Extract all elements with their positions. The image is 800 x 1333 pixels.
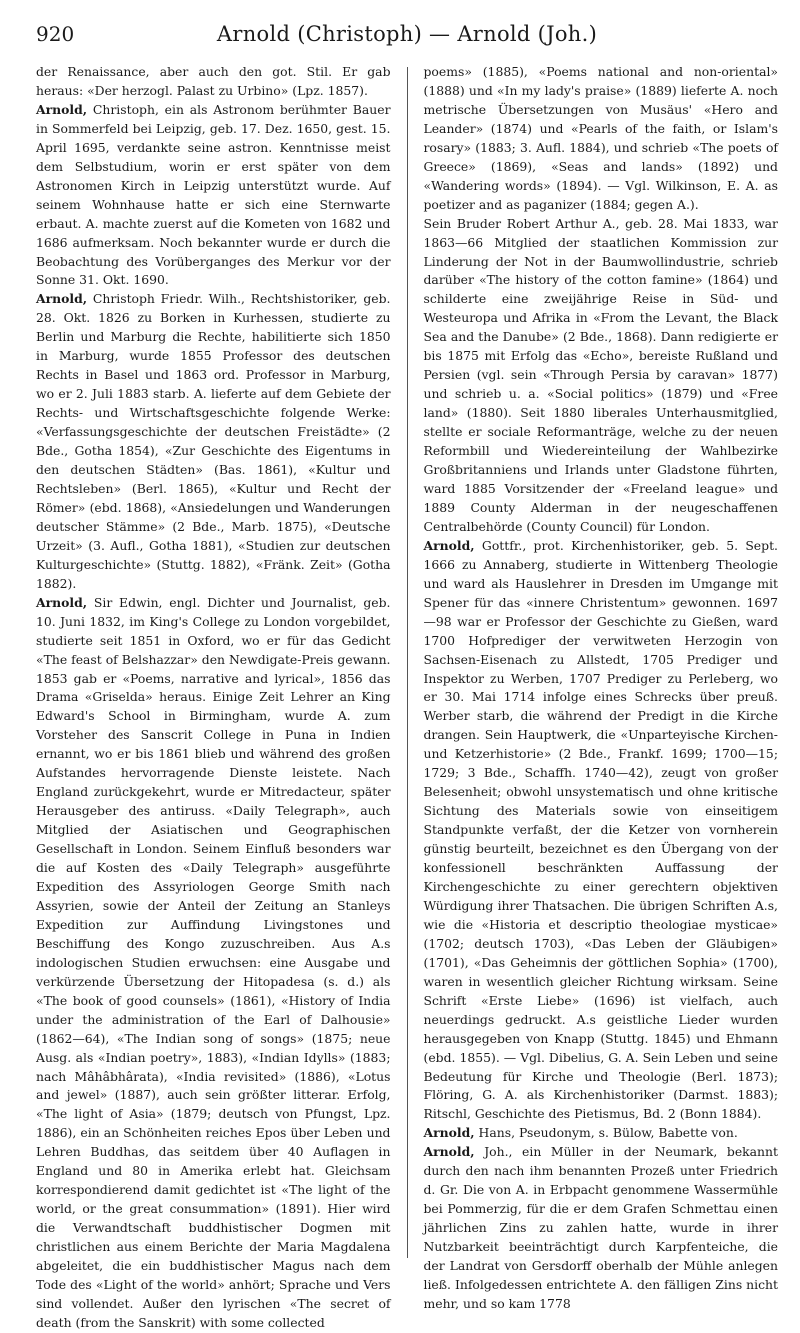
- entry-paragraph: [424, 1143, 779, 1314]
- entry-paragraph: [36, 63, 391, 101]
- text-columns: [36, 63, 778, 1330]
- entry-paragraph: [424, 1124, 779, 1143]
- right-column: [423, 63, 779, 1311]
- entry-text: Hans, Pseudonym, s. Bülow, Babette von.: [474, 1125, 738, 1141]
- entry-text: der Renaissance, aber auch den got. Stil. Er gab heraus: «Der herzogl. Palast zu Urbino» (Lpz. 1857).: [36, 64, 391, 98]
- entry-paragraph: [36, 290, 391, 593]
- entry-headword: Arnold,: [36, 101, 88, 117]
- entry-headword: Arnold,: [423, 1144, 475, 1160]
- entry-paragraph: [36, 594, 391, 1333]
- entry-text: Sir Edwin, engl. Dichter und Journalist, geb. 10. Juni 1832, im King's College zu London vorgebildet, studierte seit 1851 in Oxford, wo er für das Gedicht «The feast of Belshazzar» den Newdigate-Preis gewann. 1853 gab er «Poems, narrative and lyrical», 1856 das Drama «Griselda» heraus. Einige Zeit Lehrer an King Edward's School in Birmingham, wurde A. zum Vorsteher des Sanscrit College in Puna in Indien ernannt, wo er bis 1861 blieb und während des großen Aufstandes hervorragende Dienste leistete. Nach England zurückgekehrt, wurde er Mitredacteur, später Herausgeber des antiruss. «Daily Telegraph», auch Mitglied der Asiatischen und Geographischen Gesellschaft in London. Seinem Einfluß besonders war die auf Kosten des «Daily Telegraph» ausgeführte Expedition des Assyriologen George Smith nach Assyrien, sowie der Anteil der Zeitung an Stanleys Expedition zur Auffindung Livingstones und Beschiffung des Kongo zuzuschreiben. Aus A.s indologischen Studien erwuchsen: eine Ausgabe und verkürzende Übersetzung der Hitopadesa (s. d.) als «The book of good counsels» (1861), «History of India under the administration of the Earl of Dalhousie» (1862—64), «The Indian song of songs» (1875; neue Ausg. als «Indian poetry», 1883), «Indian Idylls» (1883; nach Mâhâbhârata), «India revisited» (1886), «Lotus and jewel» (1887), auch sein größter litterar. Erfolg, «The light of Asia» (1879; deutsch von Pfungst, Lpz. 1886), ein an Schönheiten reiches Epos über Leben und Lehren Buddhas, das seitdem über 40 Auflagen in England und 80 in Amerika erlebt hat. Gleichsam korrespondierend damit gedichtet ist «The light of the world, or the great consummation» (1891). Hier wird die Verwandtschaft buddhistischer Dogmen mit christlichen aus einem Berichte der Maria Magdalena abgeleitet, die ein buddhistischer Magus nach dem Tode des «Light of the world» anhört; Sprache und Vers sind vollendet. Außer den lyrischen «The secret of death (from the Sanskrit) with some collected: [36, 594, 391, 1330]
- entry-text: Sein Bruder Robert Arthur A., geb. 28. Mai 1833, war 1863—66 Mitglied der staatlichen Kommission zur Linderung der Not in der Baumwollindustrie, schrieb darüber «The history of the cotton famine» (1864) und schilderte eine zweijährige Reise in Süd- und Westeuropa und Afrika in «From the Levant, the Black Sea and the Danube» (2 Bde., 1868). Dann redigierte er bis 1875 mit Erfolg das «Echo», bereiste Rußland und Persien (vgl. sein «Through Persia by caravan» 1877) und schrieb u. a. «Social politics» (1879) und «Free land» (1880). Seit 1880 liberales Unterhausmitglied, stellte er sociale Reformanträge, welche zu der neuen Reformbill und Wiedereinteilung der Wahlbezirke Großbritanniens und Irlands unter Gladstone führten, ward 1885 Vorsitzender der «Freeland league» und 1889 County Alderman in der neugeschaffenen Centralbehörde (County Council) für London.: [423, 215, 778, 534]
- left-column: [36, 63, 391, 1330]
- running-head: Arnold (Christoph) — Arnold (Joh.): [216, 22, 598, 46]
- page-number: 920: [36, 22, 75, 46]
- entry-text: poems» (1885), «Poems national and non-oriental» (1888) und «In my lady's praise» (1889) lieferte A. noch metrische Übersetzungen von Musäus' «Hero and Leander» (1874) und «Pearls of the faith, or Islam's rosary» (1883; 3. Aufl. 1884), und schrieb «The poets of Greece» (1869), «Seas and lands» (1892) und «Wandering words» (1894). — Vgl. Wilkinson, E. A. as poetizer and as paganizer (1884; gegen A.).: [423, 64, 778, 212]
- entry-text: Joh., ein Müller in der Neumark, bekannt durch den nach ihm benannten Prozeß unter Friedrich d. Gr. Die von A. in Erbpacht genommene Wassermühle bei Pommerzig, für die er dem Grafen Schmettau einen jährlichen Zins zu zahlen hatte, wurde in ihrer Nutzbarkeit beeinträchtigt durch Karpfenteiche, die der Landrat von Gersdorff oberhalb der Mühle anlegen ließ. Infolgedessen entrichtete A. den fälligen Zins nicht mehr, und so kam 1778: [423, 1144, 778, 1311]
- entry-paragraph: [424, 537, 779, 1125]
- entry-paragraph: [424, 63, 779, 215]
- entry-text: Christoph Friedr. Wilh., Rechtshistoriker, geb. 28. Okt. 1826 zu Borken in Kurhessen, studierte zu Berlin und Marburg die Rechte, habilitierte sich 1850 in Marburg, wurde 1855 Professor des deutschen Rechts in Basel und 1863 ord. Professor in Marburg, wo er 2. Juli 1883 starb. A. lieferte auf dem Gebiete der Rechts- und Wirtschaftsgeschichte folgende Werke: «Verfassungsgeschichte der deutschen Freistädte» (2 Bde., Gotha 1854), «Zur Geschichte des Eigentums in den deutschen Städten» (Bas. 1861), «Kultur und Rechtsleben» (Berl. 1865), «Kultur und Recht der Römer» (ebd. 1868), «Ansiedelungen und Wanderungen deutscher Stämme» (2 Bde., Marb. 1875), «Deutsche Urzeit» (3. Aufl., Gotha 1881), «Studien zur deutschen Kulturgeschichte» (Stuttg. 1882), «Fränk. Zeit» (Gotha 1882).: [36, 291, 391, 591]
- entry-paragraph: [36, 101, 391, 291]
- page-header: [36, 22, 778, 58]
- entry-headword: Arnold,: [36, 291, 88, 307]
- entry-headword: Arnold,: [423, 1125, 475, 1141]
- entry-text: Christoph, ein als Astronom berühmter Bauer in Sommerfeld bei Leipzig, geb. 17. Dez. 1650, gest. 15. April 1695, verdankte seine astron. Kenntnisse meist dem Selbstudium, worin er erst später von dem Astronomen Kirch in Leipzig unterstützt wurde. Auf seinem Wohnhause hatte er sich eine Sternwarte erbaut. A. machte zuerst auf die Kometen von 1682 und 1686 aufmerksam. Noch bekannter wurde er durch die Beobachtung des Vorüberganges des Merkur vor der Sonne 31. Okt. 1690.: [36, 101, 391, 288]
- entry-text: Gottfr., prot. Kirchenhistoriker, geb. 5. Sept. 1666 zu Annaberg, studierte in Wittenberg Theologie und ward als Hauslehrer in Dresden im Umgange mit Spener für das «innere Christentum» gewonnen. 1697—98 war er Professor der Geschichte zu Gießen, ward 1700 Hofprediger der verwitweten Herzogin von Sachsen-Eisenach zu Allstedt, 1705 Prediger und Inspektor zu Werben, 1707 Prediger zu Perleberg, wo er 30. Mai 1714 infolge eines Schrecks über preuß. Werber starb, die während der Predigt in die Kirche drangen. Sein Hauptwerk, die «Unparteyische Kirchen- und Ketzerhistorie» (2 Bde., Frankf. 1699; 1700—15; 1729; 3 Bde., Schaffh. 1740—42), zeugt von großer Belesenheit; obwohl unsystematisch und ohne kritische Sichtung des Materials sowie von einseitigem Standpunkte verfaßt, der die Ketzer von vornherein günstig beurteilt, bezeichnet es den Übergang von der konfessionell beschränkten Auffassung der Kirchengeschichte zu einer gerechtern objektiven Würdigung ihrer Thatsachen. Die übrigen Schriften A.s, wie die «Historia et descriptio theologiae mysticae» (1702; deutsch 1703), «Das Leben der Gläubigen» (1701), «Das Geheimnis der göttlichen Sophia» (1700), waren in wesentlich gleicher Richtung wirksam. Seine Schrift «Erste Liebe» (1696) ist vielfach, auch neuerdings gedruckt. A.s geistliche Lieder wurden herausgegeben von Knapp (Stuttg. 1845) und Ehmann (ebd. 1855). — Vgl. Dibelius, G. A. Sein Leben und seine Bedeutung für Kirche und Theologie (Berl. 1873); Flöring, G. A. als Kirchenhistoriker (Darmst. 1883); Ritschl, Geschichte des Pietismus, Bd. 2 (Bonn 1884).: [423, 537, 778, 1122]
- column-divider: [407, 67, 408, 1258]
- entry-headword: Arnold,: [423, 537, 475, 553]
- entry-headword: Arnold,: [36, 594, 88, 610]
- entry-paragraph: [424, 215, 779, 537]
